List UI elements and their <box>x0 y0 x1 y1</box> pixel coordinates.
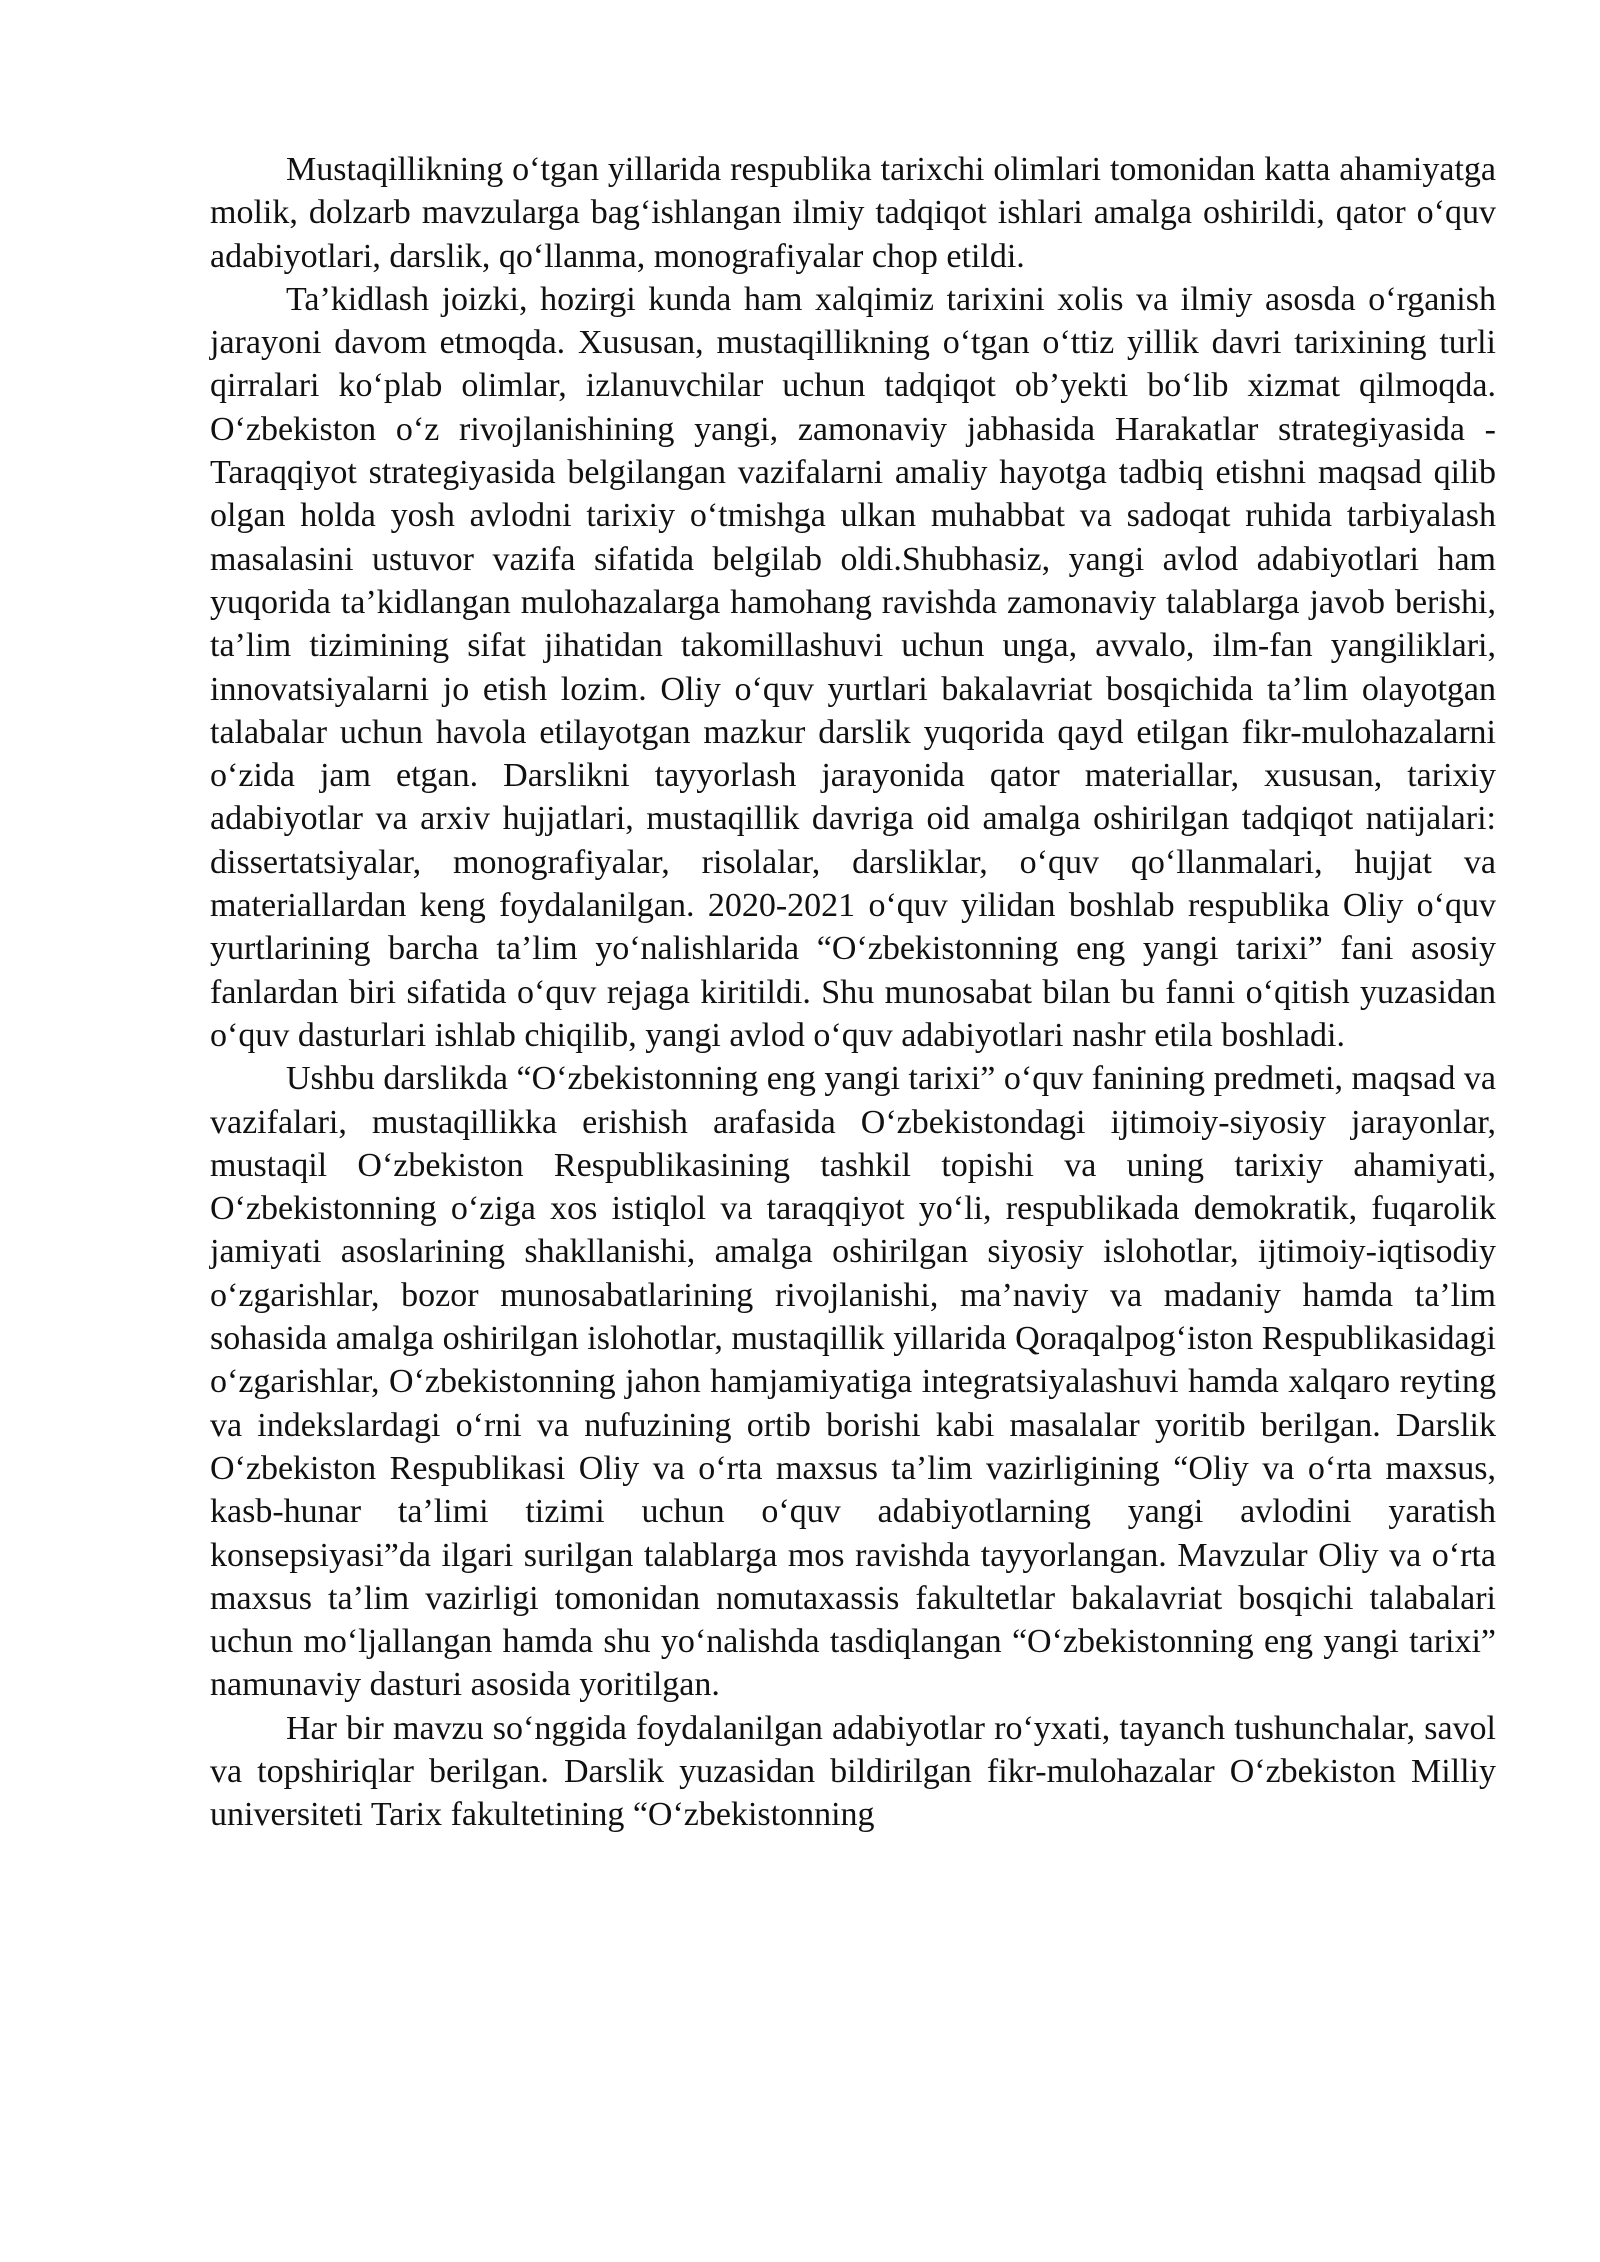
paragraph-4: Har bir mavzu so‘nggida foydalanilgan adabiyotlar ro‘yxati, tayanch tushunchalar, savol va topshiriqlar berilgan. Darslik yuzasidan bildirilgan fikr-mulohazalar O‘zbekiston Milliy universiteti Tarix fakultetining “O‘zbekistonning <box>210 1709 1496 1834</box>
document-body <box>210 148 1496 1837</box>
paragraph-1: Mustaqillikning o‘tgan yillarida respublika tarixchi olimlari tomonidan katta ahamiyatga molik, dolzarb mavzularga bag‘ishlangan ilmiy tadqiqot ishlari amalga oshirildi, qator o‘quv adabiyotlari, darslik, qo‘llanma, monografiyalar chop etildi. <box>210 151 1496 275</box>
paragraph-2: Ta’kidlash joizki, hozirgi kunda ham xalqimiz tarixini xolis va ilmiy asosda o‘rganish jarayoni davom etmoqda. Xususan, mustaqillikning o‘tgan o‘ttiz yillik davri tarixining turli qirralari ko‘plab olimlar, izlanuvchilar uchun tadqiqot ob’yekti bo‘lib xizmat qilmoqda. O‘zbekiston o‘z rivojlanishining yangi, zamonaviy jabhasida Harakatlar strategiyasida - Taraqqiyot strategiyasida belgilangan vazifalarni amaliy hayotga tadbiq etishni maqsad qilib olgan holda yosh avlodni tarixiy o‘tmishga ulkan muhabbat va sadoqat ruhida tarbiyalash masalasini ustuvor vazifa sifatida belgilab oldi.Shubhasiz, yangi avlod adabiyotlari ham yuqorida ta’kidlangan mulohazalarga hamohang ravishda zamonaviy talablarga javob berishi, ta’lim tizimining sifat jihatidan takomillashuvi uchun unga, avvalo, ilm-fan yangiliklari, innovatsiyalarni jo etish lozim. Oliy o‘quv yurtlari bakalavriat bosqichida ta’lim olayotgan talabalar uchun havola etilayotgan mazkur darslik yuqorida qayd etilgan fikr-mulohazalarni o‘zida jam etgan. Darslikni tayyorlash jarayonida qator materiallar, xususan, tarixiy adabiyotlar va arxiv hujjatlari, mustaqillik davriga oid amalga oshirilgan tadqiqot natijalari: dissertatsiyalar, monografiyalar, risolalar, darsliklar, o‘quv qo‘llanmalari, hujjat va materiallardan keng foydalanilgan. 2020-2021 o‘quv yilidan boshlab respublika Oliy o‘quv yurtlarining barcha ta’lim yo‘nalishlarida “O‘zbekistonning eng yangi tarixi” fani asosiy fanlardan biri sifatida o‘quv rejaga kiritildi. Shu munosabat bilan bu fanni o‘qitish yuzasidan o‘quv dasturlari ishlab chiqilib, yangi avlod o‘quv adabiyotlari nashr etila boshladi. <box>210 280 1496 1054</box>
paragraph-3: Ushbu darslikda “O‘zbekistonning eng yangi tarixi” o‘quv fanining predmeti, maqsad va vazifalari, mustaqillikka erishish arafasida O‘zbekistondagi ijtimoiy-siyosiy jarayonlar, mustaqil O‘zbekiston Respublikasining tashkil topishi va uning tarixiy ahamiyati, O‘zbekistonning o‘ziga xos istiqlol va taraqqiyot yo‘li, respublikada demokratik, fuqarolik jamiyati asoslarining shakllanishi, amalga oshirilgan siyosiy islohotlar, ijtimoiy-iqtisodiy o‘zgarishlar, bozor munosabatlarining rivojlanishi, ma’naviy va madaniy hamda ta’lim sohasida amalga oshirilgan islohotlar, mustaqillik yillarida Qoraqalpog‘iston Respublikasidagi o‘zgarishlar, O‘zbekistonning jahon hamjamiyatiga integratsiyalashuvi hamda xalqaro reyting va indekslardagi o‘rni va nufuzining ortib borishi kabi masalalar yoritib berilgan. Darslik O‘zbekiston Respublikasi Oliy va o‘rta maxsus ta’lim vazirligining “Oliy va o‘rta maxsus, kasb-hunar ta’limi tizimi uchun o‘quv adabiyotlarning yangi avlodini yaratish konsepsiyasi”da ilgari surilgan talablarga mos ravishda tayyorlangan. Mavzular Oliy va o‘rta maxsus ta’lim vazirligi tomonidan nomutaxassis fakultetlar bakalavriat bosqichi talabalari uchun mo‘ljallangan hamda shu yo‘nalishda tasdiqlangan “O‘zbekistonning eng yangi tarixi” namunaviy dasturi asosida yoritilgan. <box>210 1060 1496 1704</box>
